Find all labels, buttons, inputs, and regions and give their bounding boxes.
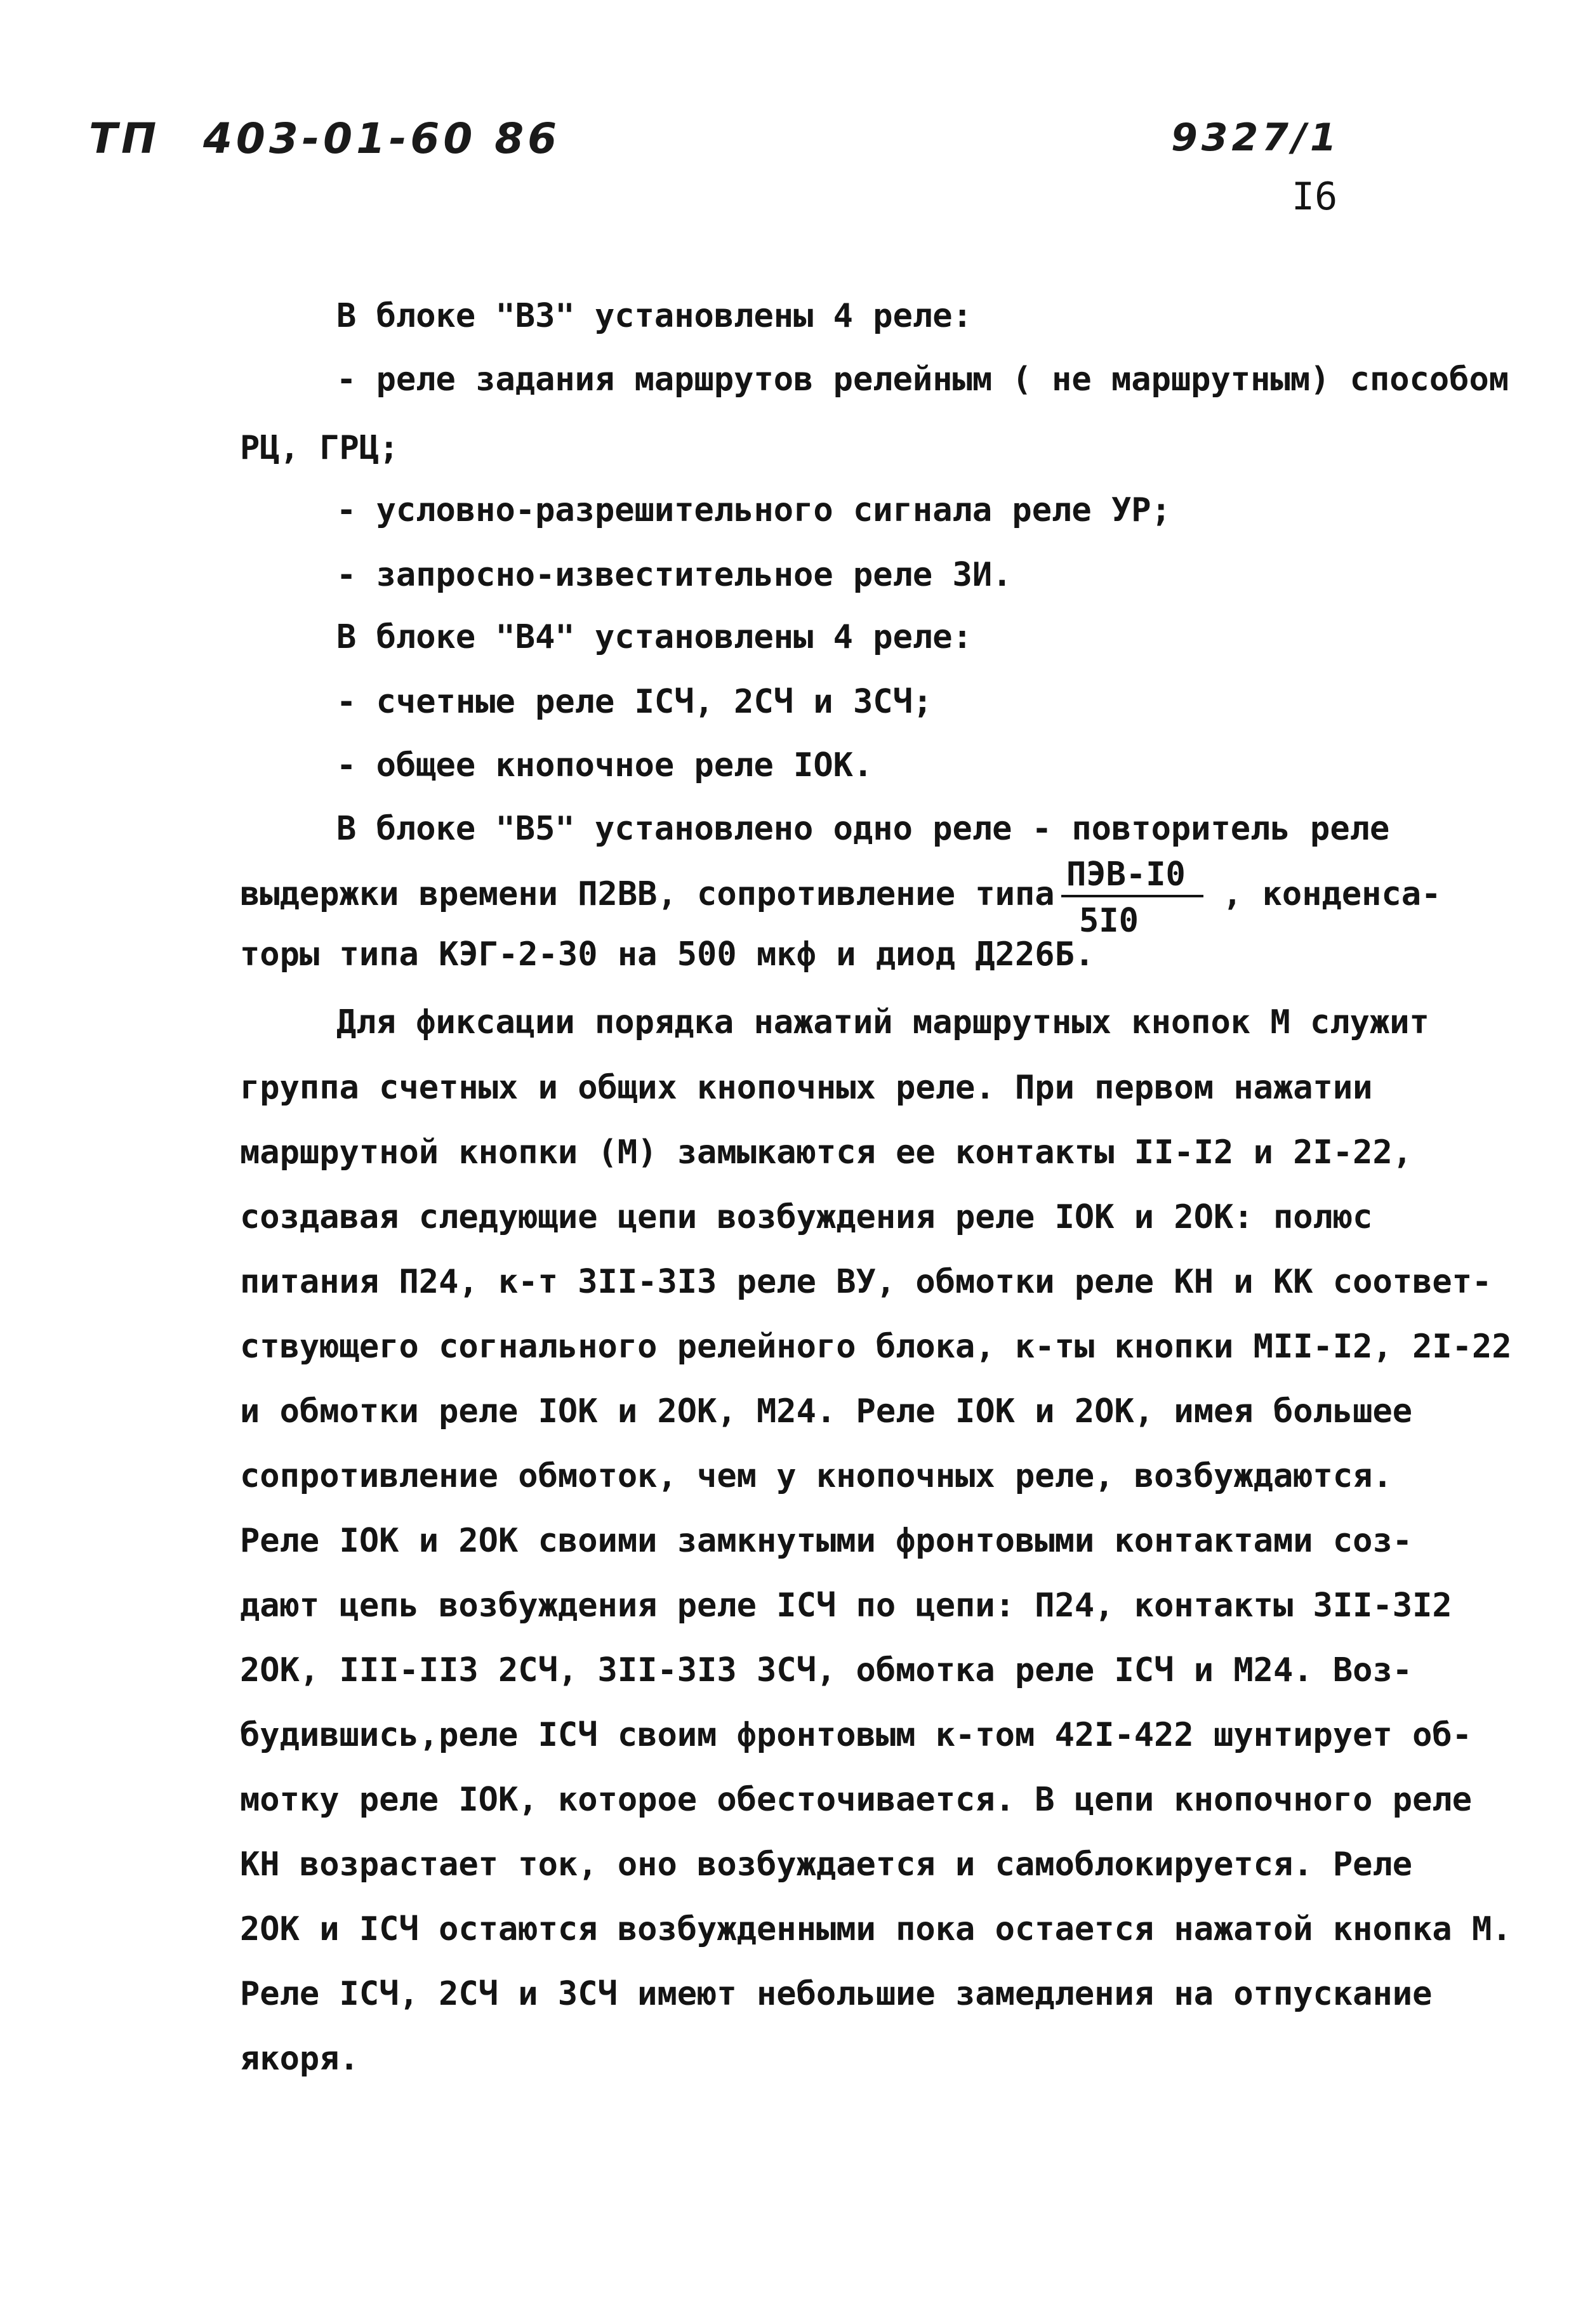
text-line: В блоке "ВЗ" установлены 4 реле: [336, 297, 972, 335]
text-line: будившись,реле IСЧ своим фронтовым к-том 42I-422 шунтирует об- [240, 1716, 1473, 1754]
text-line: КН возрастает ток, оно возбуждается и самоблокируется. Реле [240, 1845, 1413, 1884]
text-line: - счетные реле IСЧ, 2СЧ и 3СЧ; [336, 683, 933, 721]
text-line: дают цепь возбуждения реле IСЧ по цепи: П24, контакты 3II-3I2 [240, 1587, 1452, 1625]
text-line: 2OK, III-II3 2СЧ, 3II-3I3 3СЧ, обмотка реле IСЧ и М24. Воз- [240, 1651, 1413, 1689]
text-line: мотку реле IOK, которое обесточивается. В цепи кнопочного реле [240, 1781, 1473, 1819]
page-number: I6 [1292, 175, 1338, 219]
text-line: питания П24, к-т 3II-3I3 реле ВУ, обмотки реле КН и КК соответ- [240, 1263, 1492, 1301]
text-line: В блоке "В4" установлены 4 реле: [336, 618, 972, 656]
text-line: В блоке "В5" установлено одно реле - повторитель реле [336, 810, 1390, 848]
text-line: - реле задания маршрутов релейным ( не маршрутным) способом [336, 360, 1509, 399]
fraction-bar [1061, 895, 1203, 897]
text-line: Для фиксации порядка нажатий маршрутных кнопок М служит [336, 1003, 1429, 1041]
text-line: группа счетных и общих кнопочных реле. При первом нажатии [240, 1069, 1373, 1107]
album-number: 9327/1 [1171, 116, 1341, 160]
text-line: - запросно-известительное реле ЗИ. [336, 556, 1012, 594]
text-line: выдержки времени П2ВВ, сопротивление типа [240, 875, 1055, 913]
text-line: Реле IOK и 2OK своими замкнутыми фронтовыми контактами соз- [240, 1522, 1413, 1560]
text-line: сопротивление обмоток, чем у кнопочных реле, возбуждаются. [240, 1457, 1393, 1495]
text-line: РЦ, ГРЦ; [240, 429, 399, 467]
text-line: , конденса- [1222, 875, 1441, 913]
text-line: создавая следующие цепи возбуждения реле IOK и 2OK: полюс [240, 1198, 1373, 1236]
doc-code: ТП [89, 114, 161, 163]
text-line: торы типа КЭГ-2-30 на 500 мкф и диод Д226Б. [240, 935, 1095, 974]
text-line: - общее кнопочное реле IOK. [336, 746, 873, 784]
text-line: 2OK и IСЧ остаются возбужденными пока остается нажатой кнопка М. [240, 1910, 1512, 1948]
text-line: - условно-разрешительного сигнала реле УР; [336, 491, 1171, 529]
fraction-denominator: 5I0 [1079, 902, 1139, 940]
fraction-numerator: ПЭВ-I0 [1066, 855, 1186, 894]
text-line: якоря. [240, 2040, 359, 2078]
text-line: маршрутной кнопки (М) замыкаются ее контакты II-I2 и 2I-22, [240, 1133, 1413, 1172]
text-line: и обмотки реле IOK и 2OK, М24. Реле IOK и 2OK, имея большее [240, 1392, 1413, 1430]
text-line: Реле IСЧ, 2СЧ и 3СЧ имеют небольшие замедления на отпускание [240, 1975, 1433, 2013]
project-number: 403-01-60 86 [203, 114, 561, 163]
text-line: ствующего согнального релейного блока, к-ты кнопки МII-I2, 2I-22 [240, 1328, 1512, 1366]
